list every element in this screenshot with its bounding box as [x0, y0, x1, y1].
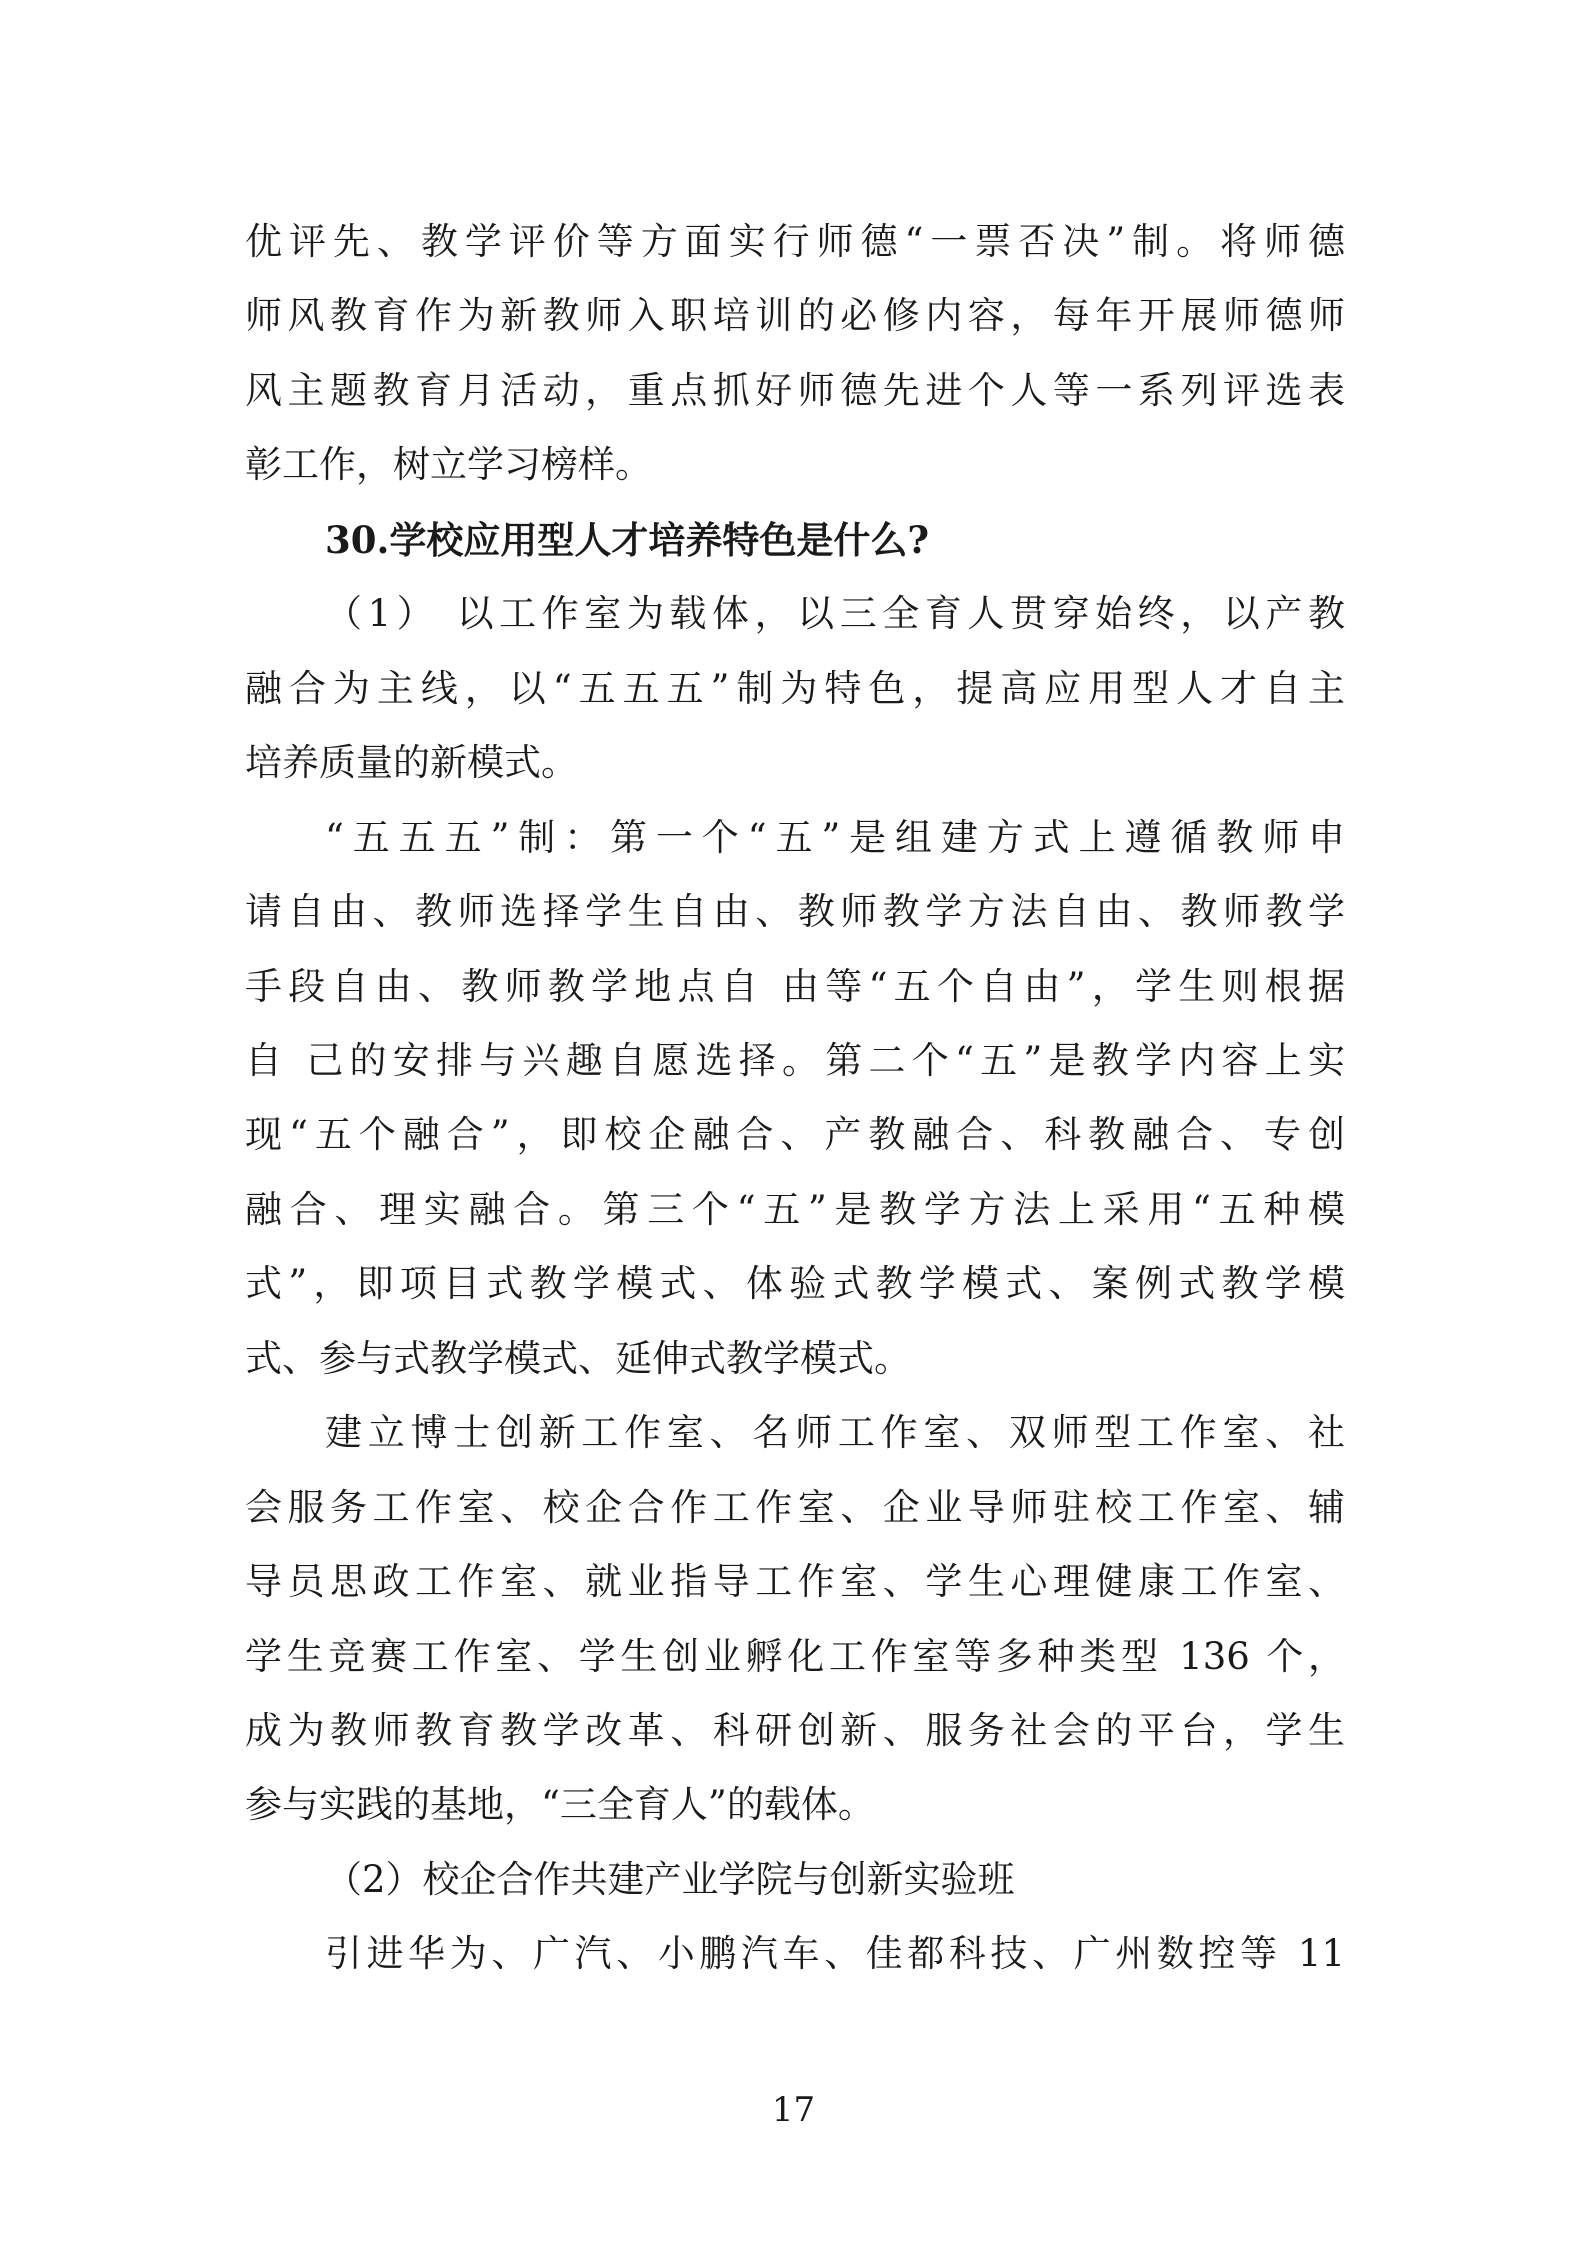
body-text-line: 培养质量的新模式。	[245, 741, 578, 784]
body-text-line: 参与实践的基地，“三全育人”的载体。	[245, 1783, 875, 1826]
body-text-line: 导员思政工作室、就业指导工作室、学生心理健康工作室、	[245, 1560, 1345, 1603]
body-text-line: “五五五”制：第一个“五”是组建方式上遵循教师申	[325, 816, 1345, 859]
subsection-heading: （2）校企合作共建产业学院与创新实验班	[325, 1858, 1015, 1901]
body-text-line: 成为教师教育教学改革、科研创新、服务社会的平台，学生	[245, 1709, 1345, 1752]
page-number: 17	[771, 2090, 816, 2130]
body-text-line: 现“五个融合”，即校企融合、产教融合、科教融合、专创	[245, 1113, 1345, 1156]
body-text-line: 学生竞赛工作室、学生创业孵化工作室等多种类型 136 个，	[245, 1635, 1345, 1678]
body-text-line: 建立博士创新工作室、名师工作室、双师型工作室、社	[325, 1411, 1345, 1454]
section-heading: 30.学校应用型人才培养特色是什么?	[325, 518, 930, 562]
body-text-line: 优评先、教学评价等方面实行师德“一票否决”制。将师德	[245, 220, 1345, 263]
body-text-line: 自 己的安排与兴趣自愿选择。第二个“五”是教学内容上实	[245, 1039, 1345, 1082]
body-text-line: 引进华为、广汽、小鹏汽车、佳都科技、广州数控等 11	[325, 1932, 1345, 1975]
body-text-line: 请自由、教师选择学生自由、教师教学方法自由、教师教学	[245, 890, 1345, 933]
body-text-line: 彰工作，树立学习榜样。	[245, 443, 652, 486]
body-text-line: 手段自由、教师教学地点自 由等“五个自由”，学生则根据	[245, 965, 1345, 1008]
body-text-line: 融合、理实融合。第三个“五”是教学方法上采用“五种模	[245, 1188, 1345, 1231]
body-text-line: （1） 以工作室为载体，以三全育人贯穿始终，以产教	[325, 592, 1345, 635]
body-text-line: 融合为主线，以“五五五”制为特色，提高应用型人才自主	[245, 667, 1345, 710]
body-text-line: 式”，即项目式教学模式、体验式教学模式、案例式教学模	[245, 1262, 1345, 1305]
body-text-line: 风主题教育月活动，重点抓好师德先进个人等一系列评选表	[245, 369, 1345, 412]
body-text-line: 式、参与式教学模式、延伸式教学模式。	[245, 1337, 911, 1380]
body-text-line: 会服务工作室、校企合作工作室、企业导师驻校工作室、辅	[245, 1486, 1345, 1529]
body-text-line: 师风教育作为新教师入职培训的必修内容，每年开展师德师	[245, 294, 1345, 337]
